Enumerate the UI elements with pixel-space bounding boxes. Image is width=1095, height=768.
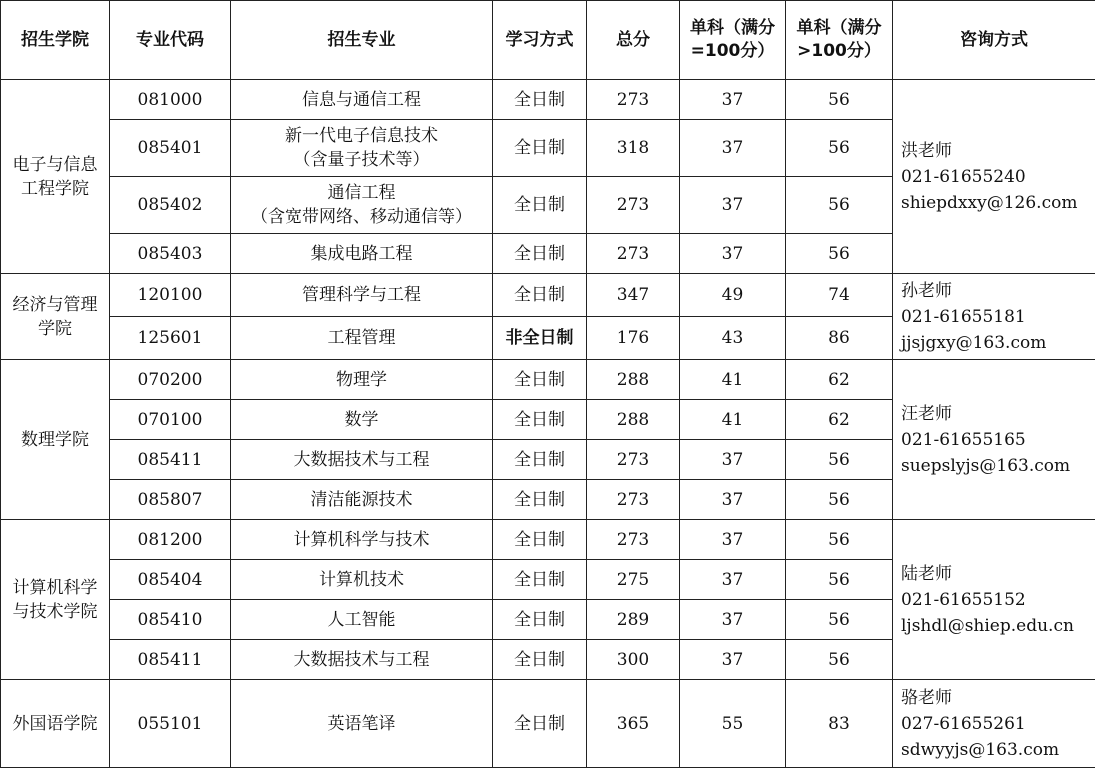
- contact-name: 陆老师: [901, 561, 1091, 587]
- contact-cell: [893, 360, 1095, 520]
- total-cell: 289: [587, 600, 680, 640]
- mode-cell: 全日制: [493, 480, 587, 520]
- major-cell: 工程管理: [231, 317, 493, 360]
- total-cell: 347: [587, 274, 680, 317]
- code-cell: 085404: [110, 560, 231, 600]
- total-cell: 300: [587, 640, 680, 680]
- single-100-cell: 49: [680, 274, 786, 317]
- single-over-100-cell: 56: [786, 440, 893, 480]
- code-cell: 085410: [110, 600, 231, 640]
- header-total: 总分: [587, 1, 680, 80]
- single-100-cell: 55: [680, 680, 786, 768]
- total-cell: 318: [587, 120, 680, 177]
- mode-cell: 全日制: [493, 177, 587, 234]
- total-cell: 273: [587, 520, 680, 560]
- contact-phone: 021-61655240: [901, 164, 1091, 190]
- total-cell: 273: [587, 80, 680, 120]
- mode-cell: 全日制: [493, 440, 587, 480]
- contact-name: 汪老师: [901, 401, 1091, 427]
- major-cell: 英语笔译: [231, 680, 493, 768]
- mode-cell: 非全日制: [493, 317, 587, 360]
- code-cell: 125601: [110, 317, 231, 360]
- total-cell: 288: [587, 360, 680, 400]
- college-cell: 计算机科学与技术学院: [1, 520, 110, 680]
- single-over-100-cell: 56: [786, 80, 893, 120]
- table-row: [1, 360, 1095, 400]
- code-cell: 070100: [110, 400, 231, 440]
- major-cell: 清洁能源技术: [231, 480, 493, 520]
- total-cell: 176: [587, 317, 680, 360]
- contact-email: shiepdxxy@126.com: [901, 190, 1091, 216]
- total-cell: 273: [587, 480, 680, 520]
- total-cell: 365: [587, 680, 680, 768]
- code-cell: 070200: [110, 360, 231, 400]
- code-cell: 081200: [110, 520, 231, 560]
- single-over-100-cell: 83: [786, 680, 893, 768]
- code-cell: 120100: [110, 274, 231, 317]
- single-100-cell: 37: [680, 560, 786, 600]
- single-over-100-cell: 62: [786, 400, 893, 440]
- contact-name: 洪老师: [901, 138, 1091, 164]
- single-over-100-cell: 56: [786, 234, 893, 274]
- single-100-cell: 37: [680, 120, 786, 177]
- major-cell: 物理学: [231, 360, 493, 400]
- single-100-cell: 37: [680, 440, 786, 480]
- mode-cell: 全日制: [493, 600, 587, 640]
- code-cell: 085807: [110, 480, 231, 520]
- major-name: 新一代电子信息技术: [235, 124, 488, 148]
- single-over-100-cell: 62: [786, 360, 893, 400]
- single-100-cell: 37: [680, 640, 786, 680]
- contact-phone: 027-61655261: [901, 711, 1091, 737]
- header-code: 专业代码: [110, 1, 231, 80]
- single-over-100-cell: 56: [786, 560, 893, 600]
- mode-cell: 全日制: [493, 680, 587, 768]
- contact-email: suepslyjs@163.com: [901, 453, 1091, 479]
- single-over-100-cell: 86: [786, 317, 893, 360]
- mode-cell: 全日制: [493, 400, 587, 440]
- single-100-cell: 37: [680, 480, 786, 520]
- single-100-cell: 43: [680, 317, 786, 360]
- contact-email: sdwyyjs@163.com: [901, 737, 1091, 763]
- total-cell: 273: [587, 234, 680, 274]
- mode-cell: 全日制: [493, 274, 587, 317]
- major-note: （含宽带网络、移动通信等）: [235, 205, 488, 229]
- code-cell: 081000: [110, 80, 231, 120]
- table-row: [1, 80, 1095, 120]
- major-note: （含量子技术等）: [235, 148, 488, 172]
- total-cell: 275: [587, 560, 680, 600]
- contact-email: jjsjgxy@163.com: [901, 330, 1091, 356]
- mode-cell: 全日制: [493, 234, 587, 274]
- single-100-cell: 37: [680, 80, 786, 120]
- total-cell: 273: [587, 177, 680, 234]
- major-cell: 数学: [231, 400, 493, 440]
- code-cell: 085402: [110, 177, 231, 234]
- code-cell: 085411: [110, 640, 231, 680]
- college-cell: 数理学院: [1, 360, 110, 520]
- contact-name: 骆老师: [901, 685, 1091, 711]
- mode-cell: 全日制: [493, 360, 587, 400]
- single-100-cell: 37: [680, 177, 786, 234]
- mode-cell: 全日制: [493, 120, 587, 177]
- code-cell: 085411: [110, 440, 231, 480]
- single-100-cell: 41: [680, 360, 786, 400]
- table-row: [1, 274, 1095, 317]
- total-cell: 273: [587, 440, 680, 480]
- single-over-100-cell: 56: [786, 520, 893, 560]
- contact-phone: 021-61655181: [901, 304, 1091, 330]
- mode-cell: 全日制: [493, 640, 587, 680]
- college-cell: 外国语学院: [1, 680, 110, 768]
- contact-cell: [893, 274, 1095, 360]
- major-cell: 信息与通信工程: [231, 80, 493, 120]
- mode-cell: 全日制: [493, 560, 587, 600]
- major-name: 通信工程: [235, 181, 488, 205]
- major-cell: 集成电路工程: [231, 234, 493, 274]
- mode-cell: 全日制: [493, 80, 587, 120]
- contact-phone: 021-61655152: [901, 587, 1091, 613]
- contact-cell: [893, 680, 1095, 768]
- single-over-100-cell: 56: [786, 480, 893, 520]
- table-row: [1, 520, 1095, 560]
- header-single-100: 单科（满分=100分）: [680, 1, 786, 80]
- single-over-100-cell: 56: [786, 120, 893, 177]
- total-cell: 288: [587, 400, 680, 440]
- single-100-cell: 37: [680, 520, 786, 560]
- contact-phone: 021-61655165: [901, 427, 1091, 453]
- header-mode: 学习方式: [493, 1, 587, 80]
- table-row: [1, 680, 1095, 768]
- single-100-cell: 37: [680, 600, 786, 640]
- college-cell: 电子与信息工程学院: [1, 80, 110, 274]
- header-major: 招生专业: [231, 1, 493, 80]
- single-100-cell: 37: [680, 234, 786, 274]
- contact-cell: [893, 80, 1095, 274]
- college-cell: 经济与管理学院: [1, 274, 110, 360]
- single-over-100-cell: 74: [786, 274, 893, 317]
- contact-email: ljshdl@shiep.edu.cn: [901, 613, 1091, 639]
- single-over-100-cell: 56: [786, 640, 893, 680]
- major-cell: 大数据技术与工程: [231, 640, 493, 680]
- major-cell: 计算机技术: [231, 560, 493, 600]
- header-row: [1, 1, 1095, 80]
- contact-name: 孙老师: [901, 278, 1091, 304]
- code-cell: 085403: [110, 234, 231, 274]
- major-cell: 人工智能: [231, 600, 493, 640]
- major-cell: [231, 177, 493, 234]
- code-cell: 055101: [110, 680, 231, 768]
- major-cell: [231, 120, 493, 177]
- major-cell: 大数据技术与工程: [231, 440, 493, 480]
- header-single-over-100: 单科（满分>100分）: [786, 1, 893, 80]
- code-cell: 085401: [110, 120, 231, 177]
- major-cell: 管理科学与工程: [231, 274, 493, 317]
- header-contact: 咨询方式: [893, 1, 1095, 80]
- mode-cell: 全日制: [493, 520, 587, 560]
- header-college: 招生学院: [1, 1, 110, 80]
- contact-cell: [893, 520, 1095, 680]
- single-over-100-cell: 56: [786, 600, 893, 640]
- single-over-100-cell: 56: [786, 177, 893, 234]
- major-cell: 计算机科学与技术: [231, 520, 493, 560]
- single-100-cell: 41: [680, 400, 786, 440]
